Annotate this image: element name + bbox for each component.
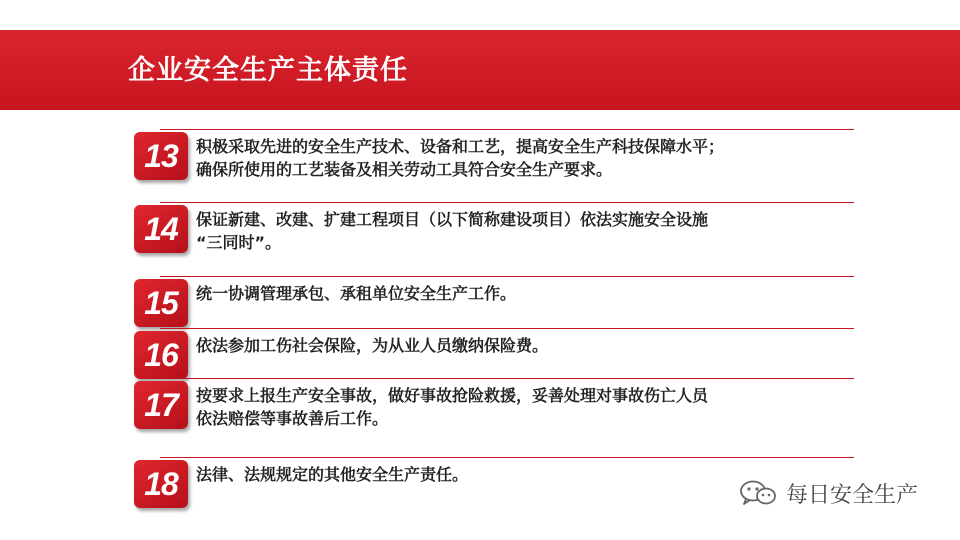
- item-text: [196, 334, 856, 357]
- divider-line: [160, 276, 854, 277]
- divider-line: [160, 129, 854, 130]
- item-text-line: 积极采取先进的安全生产技术、设备和工艺，提高安全生产科技保障水平；: [196, 137, 725, 156]
- item-text-line: 确保所使用的工艺装备及相关劳动工具符合安全生产要求。: [196, 160, 613, 179]
- number-badge: 13: [134, 132, 188, 180]
- item-text-line: 统一协调管理承包、承租单位安全生产工作。: [196, 284, 517, 303]
- divider-line: [160, 378, 854, 379]
- divider-line: [160, 328, 854, 329]
- number-badge: 18: [134, 460, 188, 508]
- item-text: [196, 384, 856, 430]
- item-text-line: 依法参加工伤社会保险，为从业人员缴纳保险费。: [196, 336, 549, 355]
- divider-line: [160, 202, 854, 203]
- item-text-line: “三同时”。: [196, 233, 282, 252]
- number-badge: 16: [134, 331, 188, 379]
- item-text-line: 依法赔偿等事故善后工作。: [196, 409, 389, 428]
- item-text: [196, 208, 856, 254]
- item-text-line: 按要求上报生产安全事故，做好事故抢险救援，妥善处理对事故伤亡人员: [196, 386, 709, 405]
- number-badge: 17: [134, 381, 188, 429]
- watermark-text: 每日安全生产: [786, 482, 919, 508]
- wechat-icon: [738, 480, 778, 506]
- item-text: [196, 282, 856, 305]
- divider-line: [160, 457, 854, 458]
- watermark: [738, 478, 918, 508]
- item-text-line: 保证新建、改建、扩建工程项目（以下简称建设项目）依法实施安全设施: [196, 210, 709, 229]
- slide-title: 企业安全生产主体责任: [128, 55, 408, 86]
- item-text-line: 法律、法规规定的其他安全生产责任。: [196, 465, 469, 484]
- number-badge: 14: [134, 205, 188, 253]
- number-badge: 15: [134, 279, 188, 327]
- item-text: [196, 135, 856, 181]
- top-strip: [0, 0, 960, 30]
